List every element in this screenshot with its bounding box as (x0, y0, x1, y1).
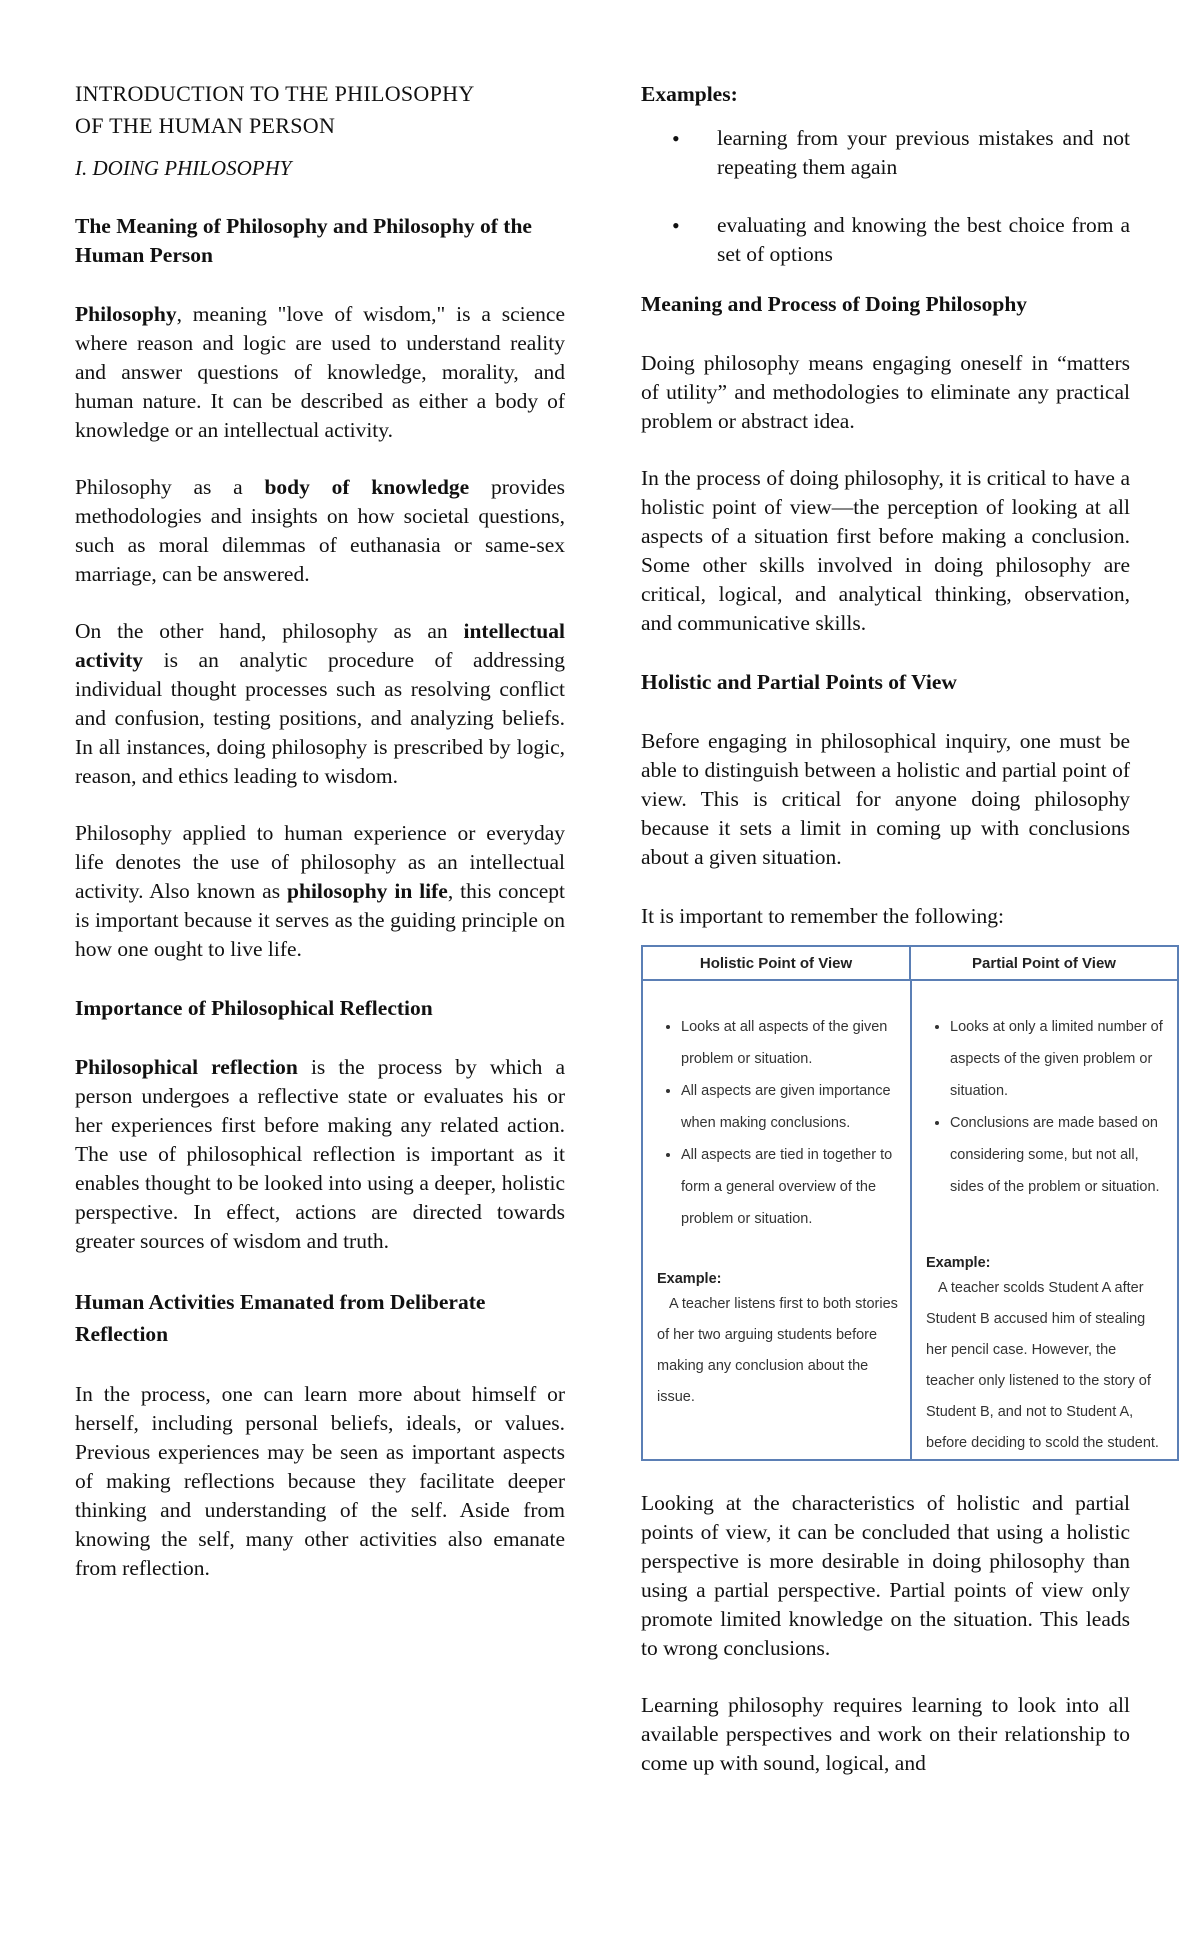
partial-column (910, 981, 1177, 1459)
term-body-of-knowledge: body of knowledge (264, 475, 470, 499)
list-item (672, 211, 1130, 269)
paragraph-doing-philosophy: Doing philosophy means engaging oneself in “matters of utility” and methodologies to eliminate any practical problem or abstract idea. (641, 351, 1130, 433)
partial-points-list (926, 1011, 1167, 1203)
paragraph-holistic-point-of-view: In the process of doing philosophy, it is critical to have a holistic point of view—the perception of looking at all aspects of a situation first before making a conclusion. Some other skills involved in doing philosophy are critical, logical, and analytical thinking, observation, and communicative skills. (641, 466, 1130, 635)
heading-holistic-partial: Holistic and Partial Points of View (641, 670, 957, 694)
document-title (75, 78, 565, 142)
heading-importance-of-reflection: Importance of Philosophical Reflection (75, 996, 433, 1020)
paragraph-text: On the other hand, philosophy as an (75, 619, 464, 643)
paragraph-text: , meaning "love of wisdom," is a science where reason and logic are used to understand reality and answer questions of knowledge, morality, and human nature. It can be described as either a body of knowledge or an intellectual activity. (75, 302, 565, 442)
list-item (672, 124, 1130, 182)
holistic-column (643, 981, 910, 1459)
bullet-icon: • (672, 126, 680, 151)
list-item-text: evaluating and knowing the best choice from a set of options (717, 213, 1130, 266)
table-body-row (643, 981, 1177, 1459)
list-item-text: learning from your previous mistakes and not repeating them again (717, 126, 1130, 179)
term-philosophy-in-life: philosophy in life (287, 879, 448, 903)
list-item: • Looks at only a limited number of aspects of the given problem or situation. (950, 1011, 1167, 1107)
partial-column-header: Partial Point of View (909, 947, 1177, 979)
paragraph-text: is the process by which a person undergoes a reflective state or evaluates his or her experiences first before making any related action. The use of philosophical reflection is important as it enables thought to be looked into using a deeper, holistic perspective. In effect, actions are directed towards greater sources of wisdom and truth. (75, 1055, 565, 1253)
heading-process-of-doing-philosophy: Meaning and Process of Doing Philosophy (641, 292, 1028, 316)
paragraph-holistic-conclusion: Looking at the characteristics of holistic and partial points of view, it can be concluded that using a holistic perspective is more desirable in doing philosophy than using a partial perspective. Partial points of view only promote limited knowledge on the situation. This leads to wrong conclusions. (641, 1491, 1130, 1660)
paragraph-philosophical-reflection (75, 1053, 565, 1256)
paragraph-learning-philosophy: Learning philosophy requires learning to look into all available perspectives and work on their relationship to come up with sound, logical, and (641, 1693, 1130, 1775)
holistic-example-label: Example: (657, 1271, 722, 1287)
bullet-icon: • (672, 213, 680, 238)
example-text: A teacher listens first to both stories of her two arguing students before making any conclusion about the issue. (657, 1296, 898, 1405)
list-item: • Looks at all aspects of the given problem or situation. (681, 1011, 900, 1075)
paragraph-text: Philosophy applied to human experience or everyday life denotes the use of philosophy as an intellectual activity. Also known as (75, 821, 565, 903)
right-column (641, 78, 1163, 1778)
term-intellectual-activity: intellectual activity (75, 619, 565, 672)
points-of-view-table (641, 945, 1179, 1461)
paragraph-distinguish-views: Before engaging in philosophical inquiry, one must be able to distinguish between a holistic and partial point of view. This is critical for anyone doing philosophy because it sets a limit in coming up with conclusions about a given situation. (641, 729, 1130, 869)
heading-meaning-of-philosophy: The Meaning of Philosophy and Philosophy of the Human Person (75, 214, 532, 267)
paragraph-intellectual-activity (75, 617, 565, 791)
partial-example-label: Example: (926, 1255, 991, 1271)
paragraph-philosophy-in-life (75, 819, 565, 964)
list-item: • Conclusions are made based on considering some, but not all, sides of the problem or situation. (950, 1107, 1167, 1203)
examples-label: Examples: (641, 82, 738, 106)
heading-human-activities: Human Activities Emanated from Deliberate Reflection (75, 1290, 486, 1346)
table-header-row (643, 947, 1177, 981)
paragraph-text: provides methodologies and insights on how societal questions, such as moral dilemmas of euthanasia or same-sex marriage, can be answered. (75, 475, 565, 586)
left-column (75, 78, 565, 1583)
term-philosophy: Philosophy (75, 302, 177, 326)
paragraph-text: is an analytic procedure of addressing individual thought processes such as resolving conflict and confusion, testing positions, and analyzing beliefs. In all instances, doing philosophy is prescribed by logic, reason, and ethics leading to wisdom. (75, 648, 565, 788)
partial-example-text (926, 1273, 1167, 1459)
paragraph-philosophy-definition (75, 300, 565, 445)
paragraph-reflection-process: In the process, one can learn more about himself or herself, including personal beliefs, ideals, or values. Previous experiences may be seen as important aspects of making reflections because they facilitate deeper thinking and understanding of the self. Aside from knowing the self, many other activities also emanate from reflection. (75, 1382, 565, 1580)
paragraph-text: , this concept is important because it serves as the guiding principle on how one ought to live life. (75, 879, 565, 961)
paragraph-body-of-knowledge (75, 473, 565, 589)
holistic-column-header: Holistic Point of View (699, 954, 853, 972)
title-line-2: OF THE HUMAN PERSON (75, 113, 336, 138)
paragraph-text: Philosophy as a (75, 475, 265, 499)
holistic-example-text (657, 1289, 900, 1413)
paragraph-remember-following: It is important to remember the following: (641, 904, 1005, 928)
section-title: I. DOING PHILOSOPHY (75, 156, 292, 180)
example-text: A teacher scolds Student A after Student B accused him of stealing her pencil case. However, the teacher only listened to the story of Student B, and not to Student A, before deciding to scold the student. (926, 1280, 1159, 1451)
holistic-points-list (657, 1011, 900, 1235)
term-philosophical-reflection: Philosophical reflection (75, 1055, 298, 1079)
examples-list (641, 124, 1130, 269)
list-item: • All aspects are given importance when making conclusions. (681, 1075, 900, 1139)
title-line-1: INTRODUCTION TO THE PHILOSOPHY (75, 81, 475, 106)
list-item: • All aspects are tied in together to form a general overview of the problem or situation. (681, 1139, 900, 1235)
